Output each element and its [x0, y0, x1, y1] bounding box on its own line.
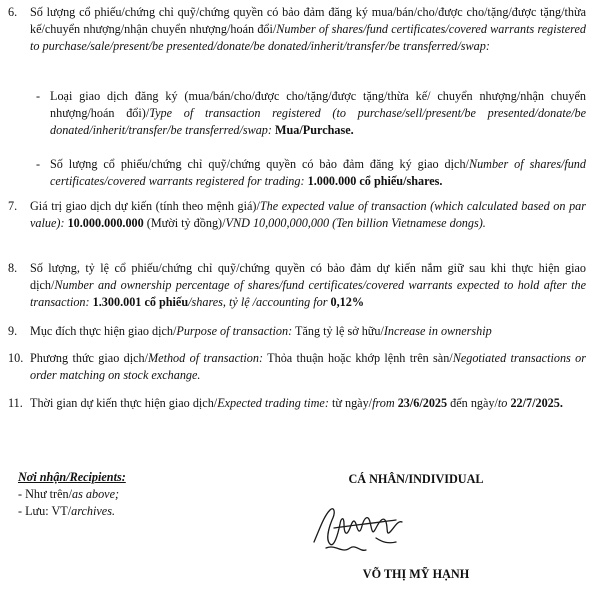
item-8	[8, 260, 586, 310]
item-number: 6.	[8, 5, 18, 19]
signature-title: CÁ NHÂN/INDIVIDUAL	[348, 472, 484, 486]
item-11	[8, 395, 586, 412]
sub-text: Số lượng cổ phiếu/chứng chỉ quỹ/chứng quyền có bảo đảm đăng ký giao dịch/Number of shares/fund certificates/covered warrants registered for trading: 1.000.000 cổ phiếu/shares.	[50, 157, 586, 188]
item-text: Mục đích thực hiện giao dịch/Purpose of transaction: Tăng tỷ lệ sở hữu/Increase in ownership	[30, 324, 492, 338]
item-text: Giá trị giao dịch dự kiến (tính theo mệnh giá)/The expected value of transaction (which calculated based on par value): 10.000.000.000 (Mười tỷ đồng)/VND 10,000,000,000 (Ten billion Vietnamese dongs).	[30, 199, 586, 230]
item-number: 10.	[8, 351, 24, 365]
item-text: Số lượng cổ phiếu/chứng chỉ quỹ/chứng quyền có bảo đảm đăng ký mua/bán/cho/được cho/tặng/được tặng/thừa kế/chuyển nhượng/nhận chuyển nhượng/hoán đổi/Number of shares/fund certificates/covered warrants registered to purchase/sale/present/be presented/donate/be donated/inherit/transfer/be transferred/swap:	[30, 5, 586, 53]
recipient-line: - Như trên/as above;	[18, 486, 120, 501]
item-6-sub-1: - Loại giao dịch đăng ký (mua/bán/cho/được cho/tặng/được tặng/thừa kế/ chuyển nhượng/nhận chuyển nhượng/hoán đổi)/Type of transaction registered (to purchase/sell/present/be presented/donate/be donated/inherit/transfer/be transferred/swap: Mua/Purchase.	[36, 89, 586, 137]
item-9	[8, 323, 586, 340]
signer-name: VÕ THỊ MỸ HẠNH	[362, 567, 470, 581]
item-10	[8, 350, 586, 384]
item-text: Thời gian dự kiến thực hiện giao dịch/Expected trading time: từ ngày/from 23/6/2025 đến ngày/to 22/7/2025.	[30, 396, 563, 410]
handwritten-signature	[306, 498, 416, 562]
recipients-title: Nơi nhận/Recipients:	[18, 470, 126, 484]
item-number: 8.	[8, 261, 18, 275]
item-number: 9.	[8, 324, 18, 338]
sub-text: Loại giao dịch đăng ký (mua/bán/cho/được cho/tặng/được tặng/thừa kế/ chuyển nhượng/nhận chuyển nhượng/hoán đổi)/Type of transaction registered (to purchase/sell/present/be presented/donate/be donated/inherit/transfer/be transferred/swap: Mua/Purchase.	[50, 89, 586, 137]
item-text: Số lượng, tỷ lệ cổ phiếu/chứng chỉ quỹ/chứng quyền có bảo đảm dự kiến nắm giữ sau khi thực hiện giao dịch/Number and ownership percentage of shares/fund certificates/covered warrants expected to hold after the transaction: 1.300.001 cổ phiếu/shares, tỷ lệ /accounting for 0,12%	[30, 261, 586, 309]
recipient-line: - Lưu: VT/archives.	[18, 503, 115, 518]
item-6-sub-2: - Số lượng cổ phiếu/chứng chỉ quỹ/chứng quyền có bảo đảm đăng ký giao dịch/Number of shares/fund certificates/covered warrants registered for trading: 1.000.000 cổ phiếu/shares.	[36, 157, 586, 188]
item-number: 11.	[8, 396, 23, 410]
item-text: Phương thức giao dịch/Method of transaction: Thỏa thuận hoặc khớp lệnh trên sàn/Negotiated transactions or order matching on stock exchange.	[30, 351, 586, 382]
item-7	[8, 198, 586, 232]
signature-block	[296, 471, 536, 488]
recipients-block	[18, 469, 258, 519]
item-6	[8, 4, 586, 54]
item-number: 7.	[8, 199, 18, 213]
